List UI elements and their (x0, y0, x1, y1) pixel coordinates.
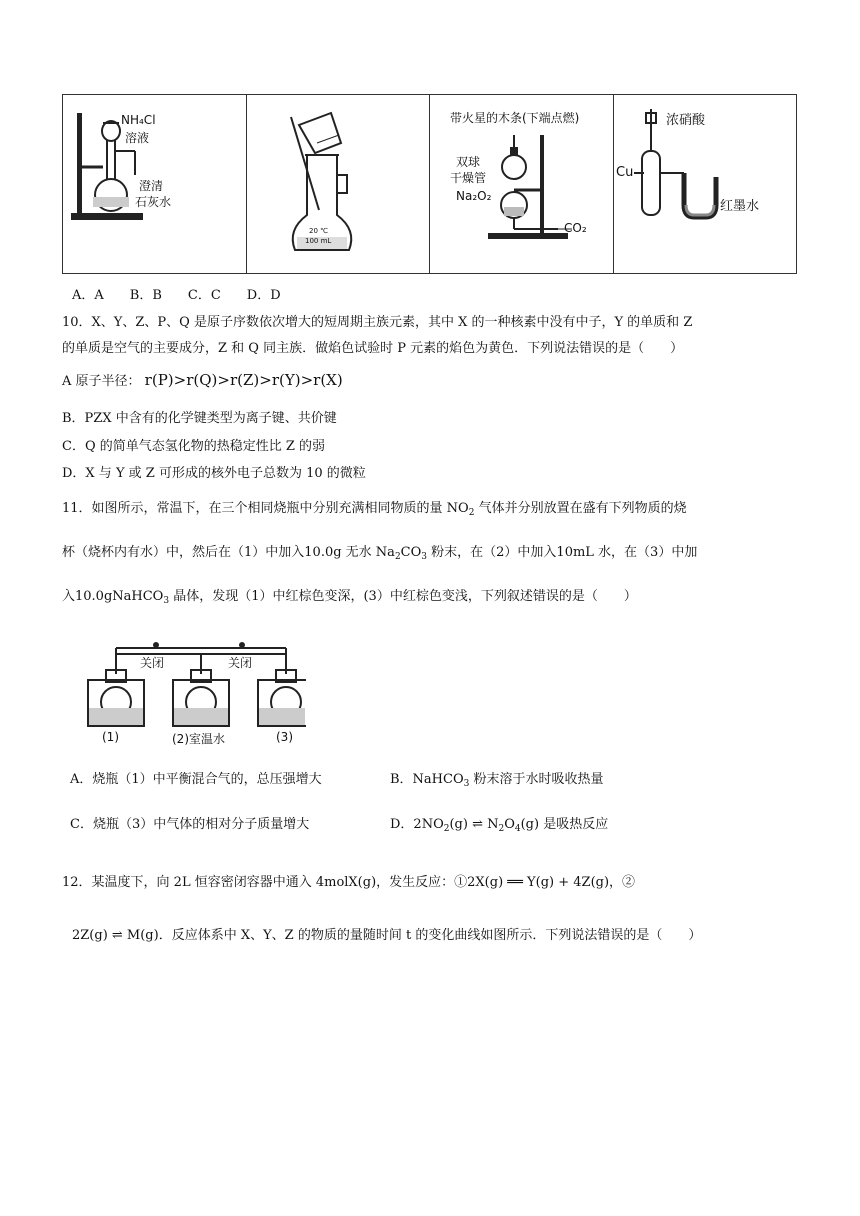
drying-tube-label: 双球 (456, 155, 481, 169)
q11-line2-text-3: 粉末，在（2）中加入10mL 水，在（3）中加 (427, 545, 698, 560)
q11-line3-text: 入10.0gNaHCO (62, 589, 164, 604)
q11-line1-text: 11．如图所示，常温下，在三个相同烧瓶中分别充满相同物质的量 NO (62, 501, 469, 516)
q11-option-b (390, 768, 604, 789)
q11-option-d-text-4: (g) 是吸热反应 (520, 817, 609, 832)
product-label: 澄清 (139, 179, 164, 193)
q11-option-d-text-2: (g) ⇌ N (449, 817, 499, 832)
flask-temp-label: 20 ℃ (309, 227, 328, 235)
product-label-2: 石灰水 (135, 195, 172, 209)
q11-line2-text: 杯（烧杯内有水）中，然后在（1）中加入10.0g 无水 Na (62, 545, 395, 560)
q11-option-d-sub3: 4 (514, 824, 521, 834)
q10-option-d: D．X 与 Y 或 Z 可形成的核外电子总数为 10 的微粒 (62, 466, 366, 481)
q11-option-d-text-3: O (504, 817, 515, 832)
figure-cell-c (430, 95, 614, 273)
red-ink-label: 红墨水 (720, 199, 760, 214)
q12-stem-line2: 2Z(g) ⇌ M(g)．反应体系中 X、Y、Z 的物质的量随时间 t 的变化曲线如图所示．下列说法错误的是（ ） (72, 928, 702, 943)
q11-option-d-sub2: 2 (498, 824, 505, 834)
q10-option-a-prefix: A 原子半径： (62, 374, 141, 389)
q11-figure (76, 636, 306, 746)
q10-option-c: C．Q 的简单气态氢化物的热稳定性比 Z 的弱 (62, 439, 326, 454)
q11-line3-text-2: 晶体，发现（1）中红棕色变深，(3）中红棕色变浅，下列叙述错误的是（ ） (169, 589, 637, 604)
q11-option-d-text: D．2NO (390, 817, 444, 832)
q10-option-a (62, 370, 343, 389)
copper-label: Cu (616, 165, 634, 180)
q11-option-a: A．烧瓶（1）中平衡混合气的，总压强增大 (70, 772, 322, 787)
reagent-label-2: 溶液 (125, 131, 150, 145)
figure-cell-b (247, 95, 430, 273)
flask-label-2: (2)室温水 (172, 732, 225, 746)
q11-stem-line2 (62, 541, 697, 562)
q11-option-b-text: B．NaHCO (390, 772, 464, 787)
splint-caption: 带火星的木条(下端点燃) (450, 111, 580, 125)
q11-line3-sub: 3 (163, 596, 170, 606)
q11-option-c: C．烧瓶（3）中气体的相对分子质量增大 (70, 817, 310, 832)
volumetric-flask-drawing (247, 95, 430, 275)
co2-label: CO₂ (564, 221, 587, 235)
q9-figure-table (62, 94, 797, 274)
q11-line2-sub2: 3 (421, 552, 428, 562)
flask-label-3: (3) (276, 730, 293, 744)
q11-line1-text-2: 气体并分别放置在盛有下列物质的烧 (474, 501, 687, 516)
q10-option-a-formula: r(P)>r(Q)>r(Z)>r(Y)>r(X) (144, 371, 343, 389)
q11-option-d (390, 813, 608, 834)
q12-stem-line1: 12．某温度下，向 2L 恒容密闭容器中通入 4molX(g)，发生反应：①2X(g) ══ Y(g) + 4Z(g)，② (62, 875, 636, 890)
q11-stem-line1 (62, 497, 687, 518)
flask-label-1: (1) (102, 730, 119, 744)
q10-option-b: B．PZX 中含有的化学键类型为离子键、共价键 (62, 411, 337, 426)
q11-line1-sub: 2 (468, 508, 475, 518)
q11-option-b-sub: 3 (463, 779, 470, 789)
figure-cell-d (614, 95, 796, 273)
q11-option-b-text-2: 粉末溶于水时吸收热量 (469, 772, 604, 787)
reagent-label: NH₄Cl (121, 113, 156, 127)
figure-cell-a (63, 95, 247, 273)
q10-stem-line1: 10．X、Y、Z、P、Q 是原子序数依次增大的短周期主族元素，其中 X 的一种核素中没有中子，Y 的单质和 Z (62, 315, 693, 330)
flask-volume-label: 100 mL (305, 237, 332, 245)
drying-tube-label-2: 干燥管 (450, 171, 487, 185)
q10-stem-line2: 的单质是空气的主要成分，Z 和 Q 同主族．做焰色试验时 P 元素的焰色为黄色．下列说法错误的是（ ） (62, 341, 684, 356)
sodium-peroxide-label: Na₂O₂ (456, 189, 492, 203)
valve-label-2: 关闭 (228, 656, 253, 670)
nitric-acid-label: 浓硝酸 (666, 113, 706, 128)
q11-line2-text-2: CO (400, 545, 422, 560)
q9-options: A．A B．B C．C D．D (72, 288, 281, 303)
valve-label-1: 关闭 (140, 656, 165, 670)
q11-line2-sub1: 2 (394, 552, 401, 562)
q11-stem-line3 (62, 585, 637, 606)
q11-option-d-sub1: 2 (443, 824, 450, 834)
